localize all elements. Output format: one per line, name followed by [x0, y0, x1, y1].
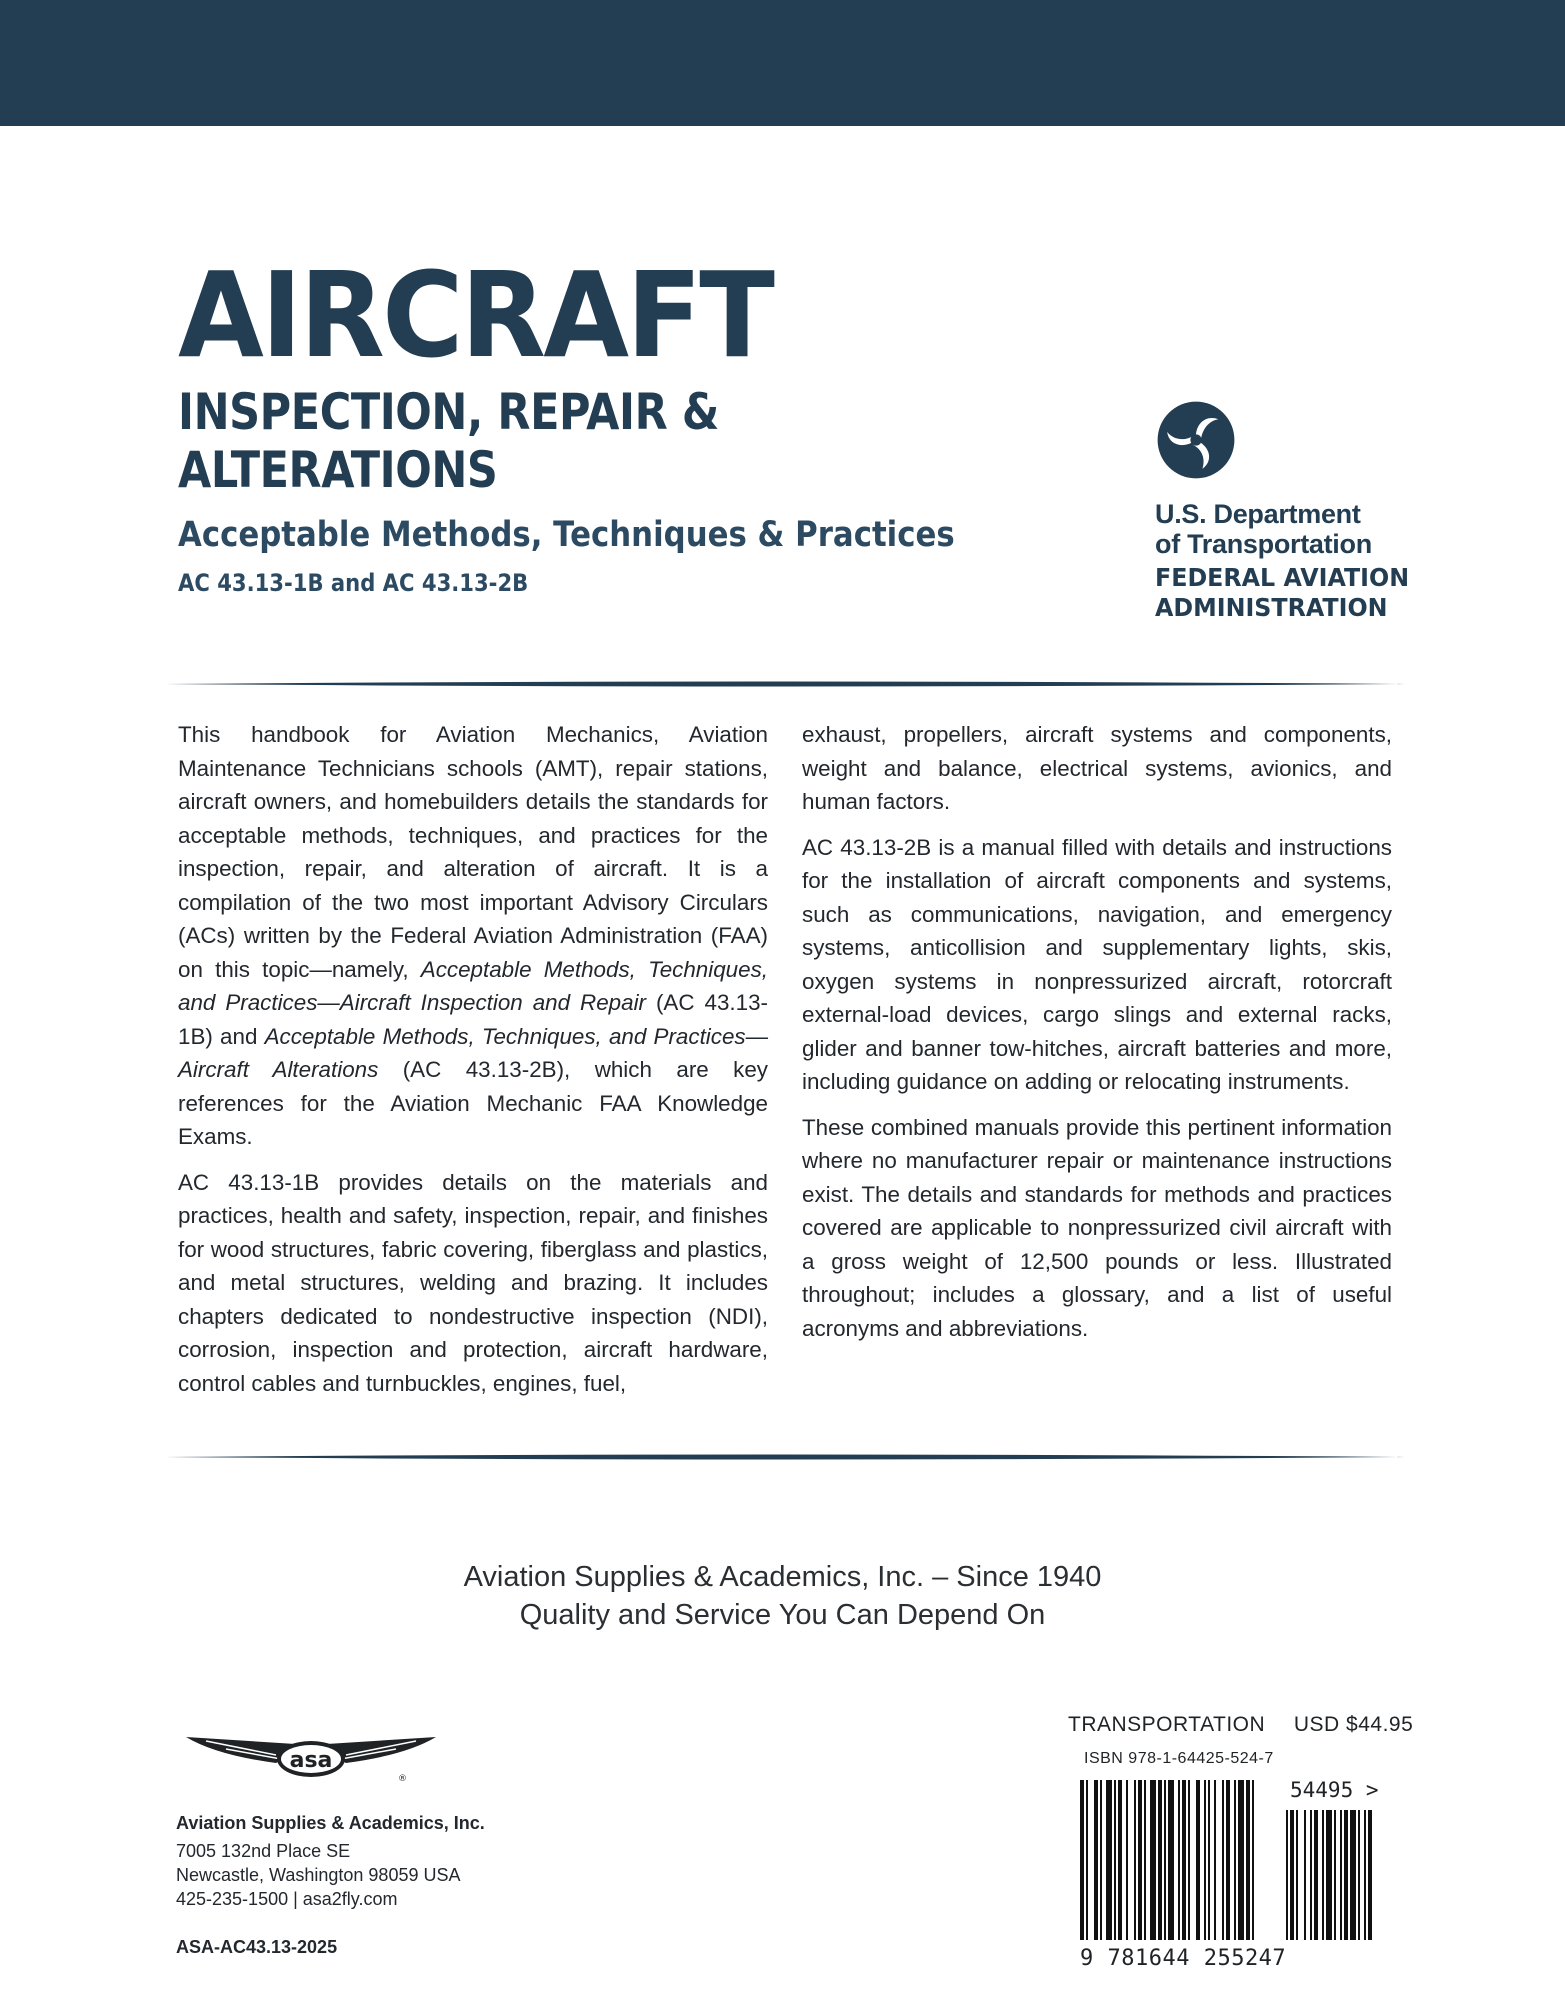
dot-dept-line1: U.S. Department: [1155, 499, 1361, 529]
title-block: [178, 246, 1061, 597]
description-paragraph-1: This handbook for Aviation Mechanics, Aviation Maintenance Technicians schools (AMT), repair stations, aircraft owners, and homebuilders details the standards for acceptable methods, techniques, and practices for the inspection, repair, and alteration of aircraft. It is a compilation of the two most important Advisory Circulars (ACs) written by the Federal Aviation Administration (FAA) on this topic—namely, Acceptable Methods, Techniques, and Practices—Aircraft Inspection and Repair (AC 43.13-1B) and Acceptable Methods, Techniques, and Practices—Aircraft Alterations (AC 43.13-2B), which are key references for the Aviation Mechanic FAA Knowledge Exams.: [178, 722, 768, 1149]
description-left-column: [178, 718, 768, 1412]
faa-name-line2: ADMINISTRATION: [1155, 593, 1388, 622]
isbn-label: ISBN 978-1-64425-524-7: [1084, 1750, 1274, 1767]
isbn-barcode: [1080, 1780, 1390, 1945]
tagline-line2: Quality and Service You Can Depend On: [519, 1599, 1046, 1631]
price-label: USD $44.95: [1293, 1713, 1414, 1736]
faa-block: [1155, 400, 1422, 623]
publisher-tagline: [0, 1558, 1565, 1634]
ac-numbers: AC 43.13-1B and AC 43.13-2B: [178, 569, 529, 597]
book-title-line2: INSPECTION, REPAIR &: [178, 383, 719, 441]
description-paragraph-3: AC 43.13-2B is a manual filled with details and instructions for the installation of aircraft components and systems, such as communications, navigation, and emergency systems, anticollision and supplementary lights, skis, oxygen systems in nonpressurized aircraft, rotorcraft external-load devices, cargo slings and external racks, glider and banner tow-hitches, aircraft batteries and more, including guidance on adding or relocating instruments.: [802, 834, 1392, 1094]
publisher-contact: 425-235-1500 | asa2fly.com: [176, 1889, 398, 1909]
description-paragraph-2-continued: exhaust, propellers, aircraft systems and components, weight and balance, electrical systems, avionics, and human factors.: [802, 722, 1392, 814]
book-title: AIRCRAFT: [178, 246, 773, 384]
book-subtitle: Acceptable Methods, Techniques & Practices: [178, 515, 955, 555]
publisher-address-1: 7005 132nd Place SE: [176, 1841, 351, 1861]
tagline-line1: Aviation Supplies & Academics, Inc. – Since 1940: [463, 1561, 1102, 1593]
ean-digits: 9 781644 255247: [1080, 1946, 1287, 1971]
top-color-bar: [0, 0, 1565, 126]
publisher-name: Aviation Supplies & Academics, Inc.: [176, 1813, 485, 1833]
dot-triskelion-icon: [1156, 400, 1236, 480]
asa-logo-text: asa: [289, 1748, 333, 1773]
publisher-address-2: Newcastle, Washington 98059 USA: [176, 1865, 461, 1885]
addon-digits: 54495 >: [1290, 1778, 1379, 1802]
category-label: TRANSPORTATION: [1068, 1713, 1266, 1736]
description-paragraph-2: AC 43.13-1B provides details on the materials and practices, health and safety, inspection, repair, and finishes for wood structures, fabric covering, fiberglass and plastics, and metal structures, welding and brazing. It includes chapters dedicated to nondestructive inspection (NDI), corrosion, inspection and protection, aircraft hardware, control cables and turnbuckles, engines, fuel,: [178, 1169, 768, 1396]
ac-title-italic-1: Acceptable Methods, Techniques, and Practices—Aircraft Inspection and Repair: [178, 956, 768, 1015]
book-title-line3: ALTERATIONS: [178, 441, 498, 499]
top-divider: [165, 680, 1405, 688]
barcode-area: [1080, 1750, 1390, 1970]
dot-dept-line2: of Transportation: [1155, 529, 1372, 559]
ac-title-italic-2: Acceptable Methods, Techniques, and Practices—Aircraft Alterations: [178, 1023, 768, 1082]
description-right-column: [802, 718, 1392, 1357]
asa-wings-logo-icon: [176, 1725, 446, 1795]
publisher-block: [176, 1725, 485, 1959]
bottom-divider: [165, 1453, 1405, 1461]
description-paragraph-4: These combined manuals provide this pertinent information where no manufacturer repair or maintenance instructions exist. The details and standards for methods and practices covered are applicable to nonpressurized civil aircraft with a gross weight of 12,500 pounds or less. Illustrated throughout; includes a glossary, and a list of useful acronyms and abbreviations.: [802, 1114, 1392, 1341]
product-code: ASA-AC43.13-2025: [176, 1937, 338, 1957]
faa-name-line1: FEDERAL AVIATION: [1155, 563, 1410, 592]
svg-text:®: ®: [398, 1774, 407, 1784]
price-line: [1068, 1713, 1413, 1737]
